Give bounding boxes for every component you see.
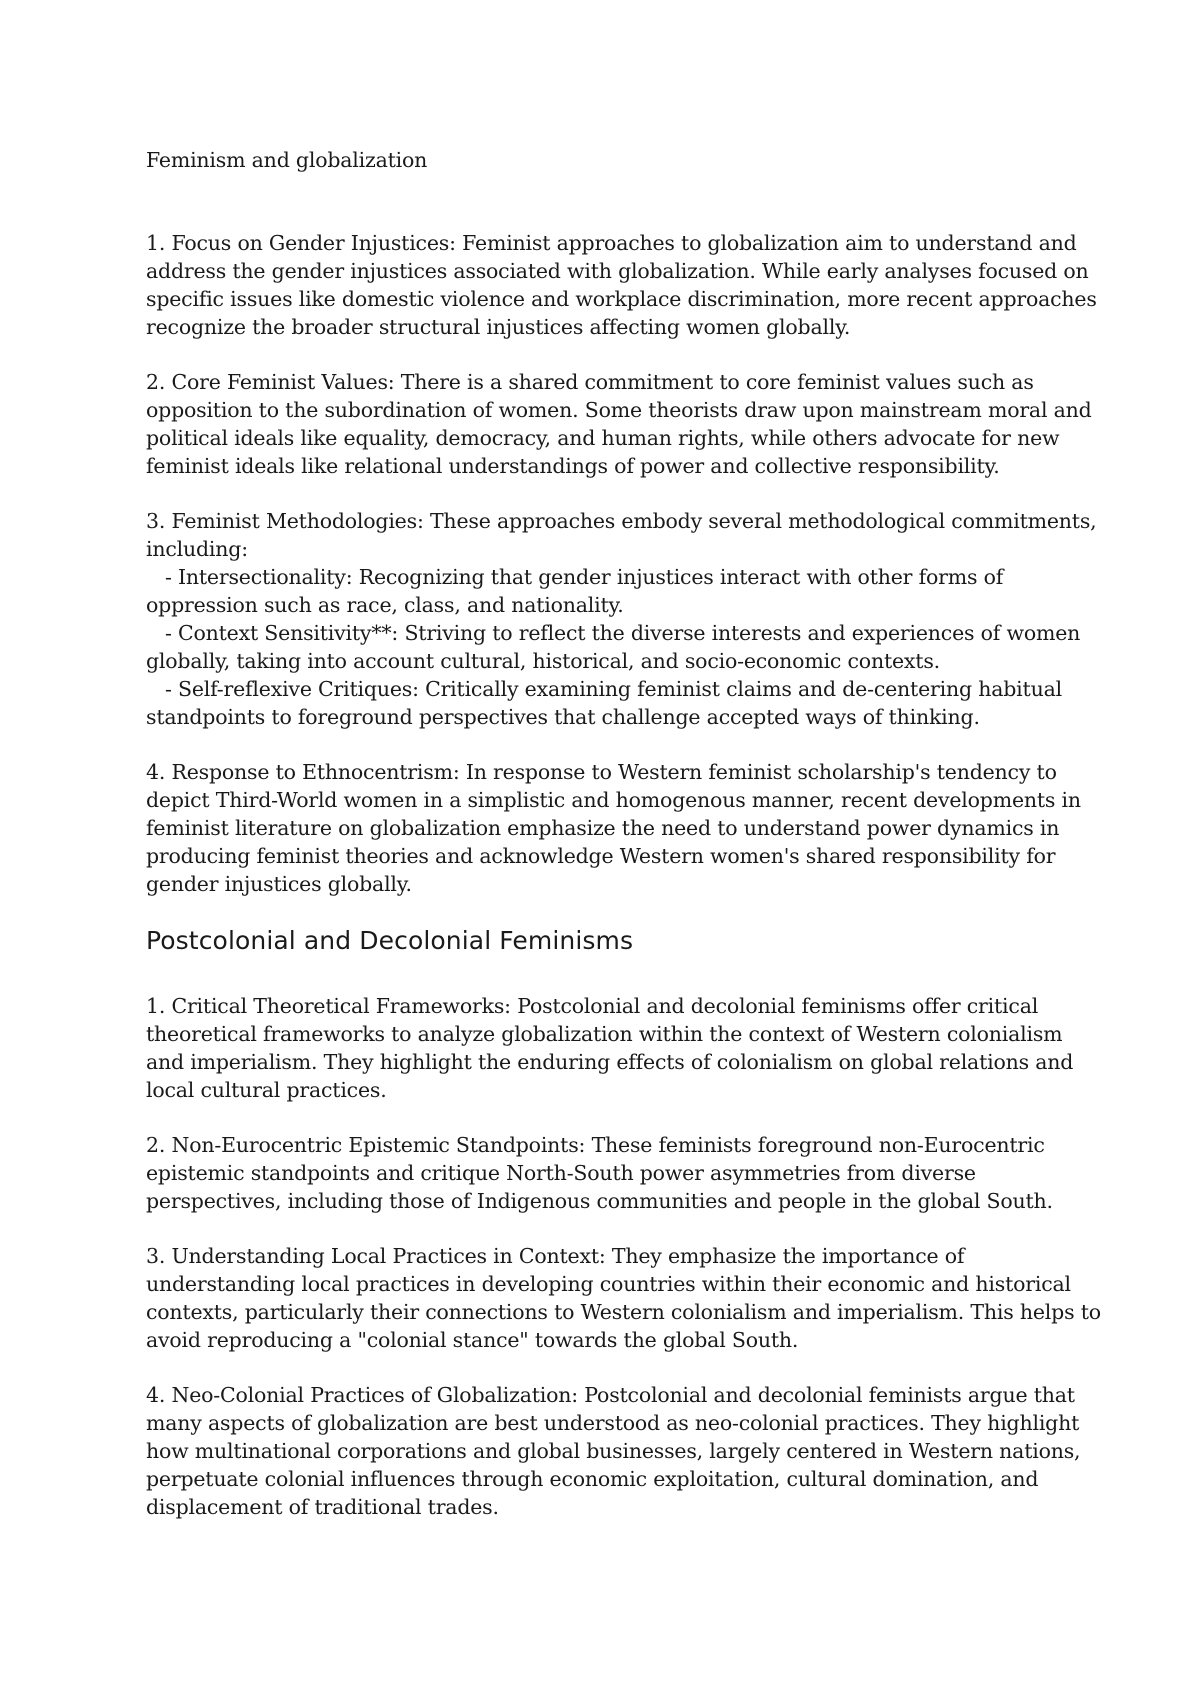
text-line: 4. Response to Ethnocentrism: In response to Western feminist scholarship's tendency to — [146, 760, 1057, 784]
paragraph — [146, 758, 1081, 898]
text-line: how multinational corporations and global businesses, largely centered in Western nations, — [146, 1439, 1081, 1463]
text-line: local cultural practices. — [146, 1078, 387, 1102]
text-line: standpoints to foreground perspectives that challenge accepted ways of thinking. — [146, 705, 980, 729]
text-line: many aspects of globalization are best understood as neo-colonial practices. They highlight — [146, 1411, 1080, 1435]
text-line: epistemic standpoints and critique North-South power asymmetries from diverse — [146, 1161, 976, 1185]
text-line: displacement of traditional trades. — [146, 1495, 499, 1519]
paragraph — [146, 1131, 1076, 1215]
text-line: feminist ideals like relational understandings of power and collective responsibility. — [146, 454, 1000, 478]
section-heading: Postcolonial and Decolonial Feminisms — [146, 926, 634, 955]
text-line: globally, taking into account cultural, historical, and socio-economic contexts. — [146, 649, 940, 673]
paragraph — [146, 1381, 1081, 1521]
text-line: - Self-reflexive Critiques: Critically examining feminist claims and de-centering habitual — [146, 677, 1062, 701]
text-line: 2. Core Feminist Values: There is a shared commitment to core feminist values such as — [146, 370, 1034, 394]
text-line: recognize the broader structural injustices affecting women globally. — [146, 315, 851, 339]
text-line: 4. Neo-Colonial Practices of Globalization: Postcolonial and decolonial feminists argue that — [146, 1383, 1075, 1407]
text-line: 1. Critical Theoretical Frameworks: Postcolonial and decolonial feminisms offer critical — [146, 994, 1039, 1018]
paragraph — [146, 507, 1097, 731]
document-title: Feminism and globalization — [146, 148, 428, 172]
text-line: feminist literature on globalization emphasize the need to understand power dynamics in — [146, 816, 1060, 840]
text-line: theoretical frameworks to analyze globalization within the context of Western colonialism — [146, 1022, 1063, 1046]
text-line: opposition to the subordination of women. Some theorists draw upon mainstream moral and — [146, 398, 1092, 422]
paragraph — [146, 229, 1097, 341]
text-line: gender injustices globally. — [146, 872, 412, 896]
text-line: understanding local practices in developing countries within their economic and historical — [146, 1272, 1071, 1296]
paragraph — [146, 368, 1092, 480]
text-line: address the gender injustices associated with globalization. While early analyses focused on — [146, 259, 1089, 283]
text-line: - Context Sensitivity**: Striving to reflect the diverse interests and experiences of women — [146, 621, 1081, 645]
text-line: 2. Non-Eurocentric Epistemic Standpoints: These feminists foreground non-Eurocentric — [146, 1133, 1045, 1157]
text-line: 1. Focus on Gender Injustices: Feminist approaches to globalization aim to understand and — [146, 231, 1077, 255]
text-line: perpetuate colonial influences through economic exploitation, cultural domination, and — [146, 1467, 1039, 1491]
text-line: producing feminist theories and acknowledge Western women's shared responsibility for — [146, 844, 1056, 868]
document-body — [146, 146, 1101, 1548]
text-line: and imperialism. They highlight the enduring effects of colonialism on global relations and — [146, 1050, 1074, 1074]
section-feminism-globalization — [146, 229, 1097, 898]
paragraph — [146, 992, 1076, 1104]
text-line: contexts, particularly their connections to Western colonialism and imperialism. This helps to — [146, 1300, 1101, 1324]
text-line: 3. Understanding Local Practices in Context: They emphasize the importance of — [146, 1244, 965, 1268]
text-line: - Intersectionality: Recognizing that gender injustices interact with other forms of — [146, 565, 1004, 589]
section-postcolonial-decolonial — [146, 992, 1101, 1521]
text-line: 3. Feminist Methodologies: These approaches embody several methodological commitments, — [146, 509, 1097, 533]
paragraph — [146, 1242, 1101, 1354]
text-line: depict Third-World women in a simplistic and homogenous manner, recent developments in — [146, 788, 1081, 812]
text-line: oppression such as race, class, and nationality. — [146, 593, 624, 617]
text-line: avoid reproducing a "colonial stance" towards the global South. — [146, 1328, 799, 1352]
text-line: political ideals like equality, democracy, and human rights, while others advocate for new — [146, 426, 1060, 450]
text-line: perspectives, including those of Indigenous communities and people in the global South. — [146, 1189, 1053, 1213]
text-line: including: — [146, 537, 248, 561]
text-line: specific issues like domestic violence and workplace discrimination, more recent approaches — [146, 287, 1097, 311]
